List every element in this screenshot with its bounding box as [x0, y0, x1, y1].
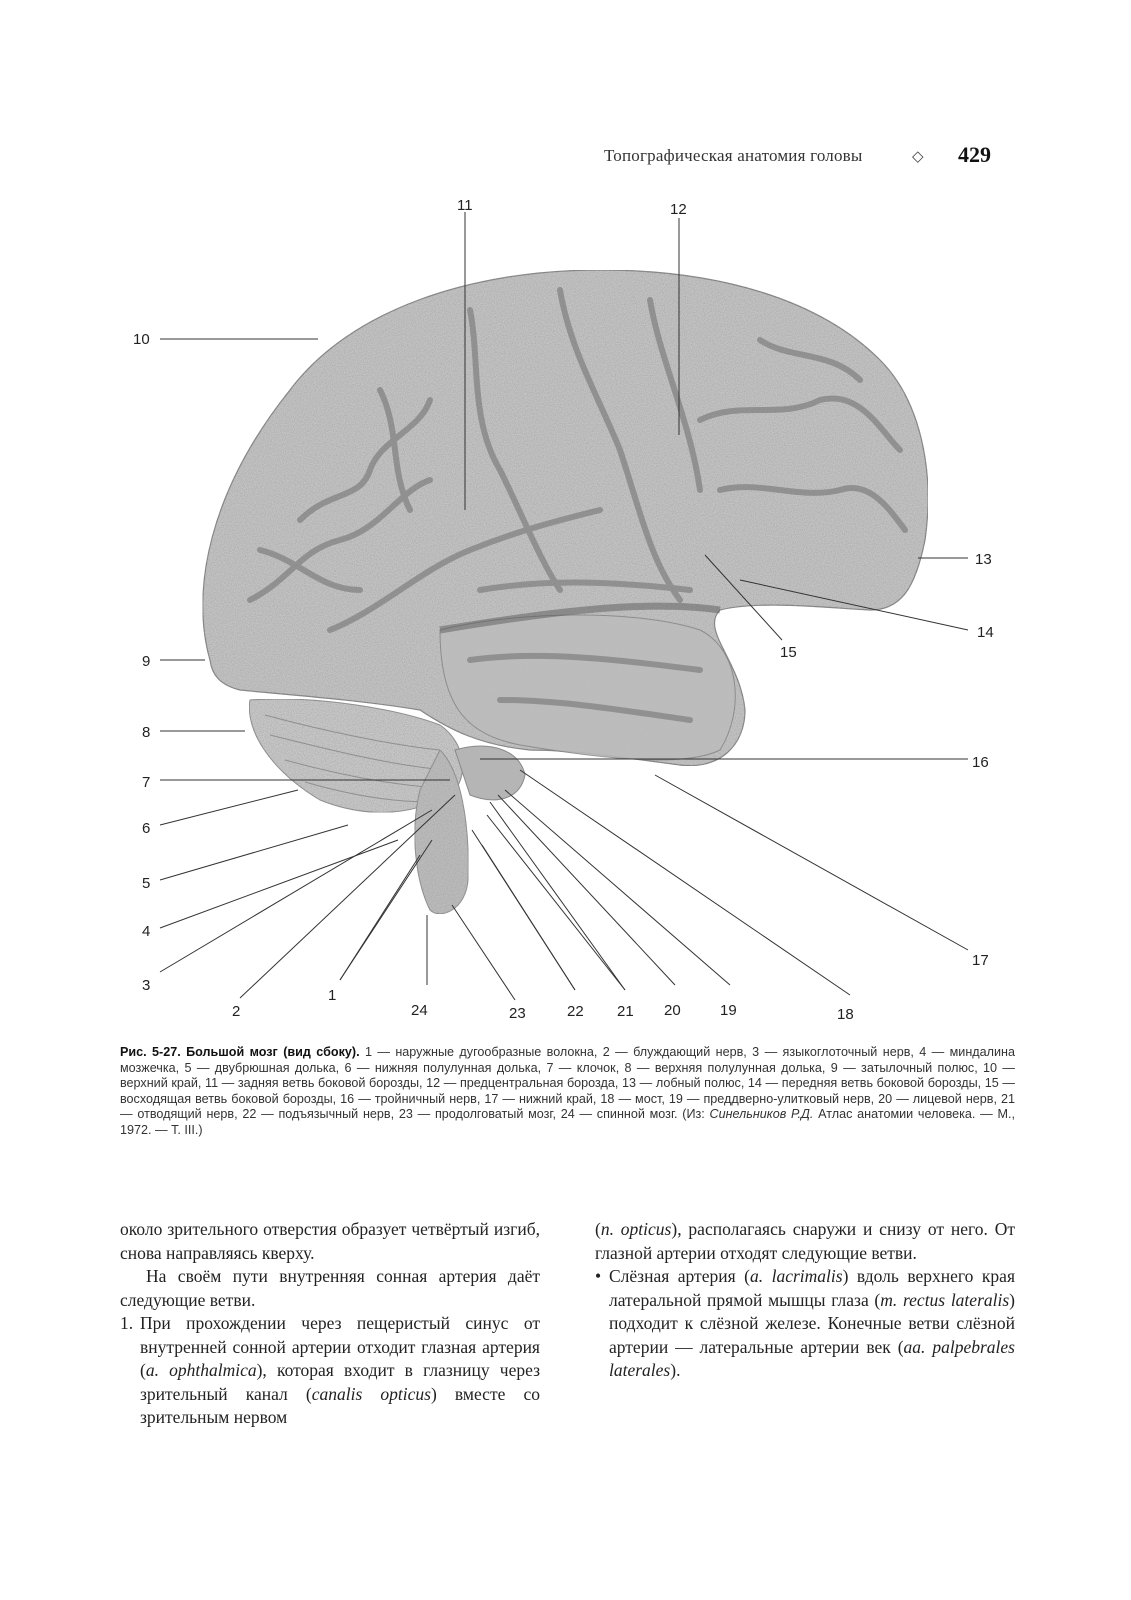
brain-figure [0, 190, 1131, 1030]
numbered-item [120, 1312, 540, 1430]
fig-label-12: 12 [670, 201, 687, 218]
fig-label-8: 8 [142, 724, 151, 741]
fig-label-18: 18 [837, 1006, 854, 1023]
text-run: ) вдоль верхнего края латеральной прямой мышцы глаза ( [609, 1266, 1015, 1310]
fig-label-22: 22 [567, 1003, 584, 1020]
fig-label-21: 21 [617, 1003, 634, 1020]
fig-label-16: 16 [972, 754, 989, 771]
pons-shape [455, 746, 525, 800]
latin-term: n. opticus [600, 1219, 672, 1239]
text-run: Слёзная артерия ( [609, 1266, 750, 1286]
fig-label-17: 17 [972, 952, 989, 969]
fig-label-4: 4 [142, 923, 151, 940]
text-run: При прохождении через пещеристый синус от внутренней сонной артерии отходит глазная артерия ( [140, 1313, 540, 1380]
paragraph [595, 1218, 1015, 1265]
fig-label-23: 23 [509, 1005, 526, 1022]
caption-text: 1 — наружные дугообразные волокна, 2 — блуждающий нерв, 3 — языкоглоточный нерв, 4 — миндалина мозжечка, 5 — двубрюшная долька, 6 — нижняя полулунная долька, 7 — клочок, 8 — верхняя полулунная долька, 9 — затылочный полюс, 10 — верхний край, 11 — задняя ветвь боковой борозды, 12 — предцентральная борозда, 13 — лобный полюс, 14 — передняя ветвь боковой борозды, 15 — восходящая ветвь боковой борозды, 16 — тройничный нерв, 17 — нижний край, 18 — мост, 19 — преддверно-улитковый нерв, 20 — лицевой нерв, 21 — отводящий нерв, 22 — подъязычный нерв, 23 — продолговатый мозг, 24 — спинной мозг. (Из: [120, 1045, 1015, 1122]
caption-author: Синельников Р.Д. [709, 1107, 814, 1122]
fig-label-19: 19 [720, 1002, 737, 1019]
fig-label-20: 20 [664, 1002, 681, 1019]
text-column-left [120, 1218, 540, 1430]
text-column-right [595, 1218, 1015, 1383]
fig-label-13: 13 [975, 551, 992, 568]
fig-label-5: 5 [142, 875, 151, 892]
bullet-icon: • [595, 1266, 602, 1286]
latin-term: aa. palpebrales laterales [609, 1336, 1015, 1380]
caption-title: Рис. 5-27. Большой мозг (вид сбоку). [120, 1045, 360, 1059]
fig-label-6: 6 [142, 820, 151, 837]
page-number: 429 [958, 142, 991, 167]
figure-caption [120, 1045, 1015, 1139]
text-run: ) вместе со зрительным нервом [140, 1383, 540, 1427]
text-run: ) подходит к слёзной железе. Конечные ветви слёзной артерии — латеральные артерии век ( [609, 1289, 1015, 1357]
running-header [560, 142, 1010, 172]
fig-label-2: 2 [232, 1003, 241, 1020]
latin-term: m. rectus lateralis [880, 1289, 1010, 1310]
paragraph: около зрительного отверстия образует четвёртый изгиб, снова направляясь кверху. [120, 1219, 540, 1263]
latin-term: canalis opticus [311, 1383, 431, 1404]
brain-lateral-view-illustration [0, 190, 1131, 1030]
caption-source: Атлас анатомии человека. — М., 1972. — Т. III.) [120, 1107, 1015, 1137]
fig-label-15: 15 [780, 644, 797, 661]
running-title: Топографическая анатомия головы [604, 146, 863, 165]
text-run: ), которая входит в глазницу через зрительный канал ( [140, 1360, 540, 1404]
latin-term: a. lacrimalis [749, 1266, 843, 1286]
fig-label-10: 10 [133, 331, 150, 348]
fig-label-1: 1 [328, 987, 337, 1004]
bullet-item [595, 1265, 1015, 1383]
fig-label-3: 3 [142, 977, 151, 994]
text-run: ). [670, 1360, 681, 1380]
text-run: ( [595, 1219, 601, 1239]
item-number: 1. [120, 1313, 134, 1333]
diamond-icon: ◇ [912, 149, 924, 165]
fig-label-14: 14 [977, 624, 994, 641]
fig-label-11: 11 [457, 197, 473, 214]
paragraph: На своём пути внутренняя сонная артерия даёт следующие ветви. [120, 1266, 540, 1310]
fig-label-9: 9 [142, 653, 151, 670]
fig-label-24: 24 [411, 1002, 428, 1019]
fig-label-7: 7 [142, 774, 151, 791]
text-run: ), располагаясь снаружи и снизу от него. От глазной артерии отходят следующие ветви. [595, 1219, 1015, 1263]
latin-term: a. ophthalmica [145, 1360, 257, 1380]
